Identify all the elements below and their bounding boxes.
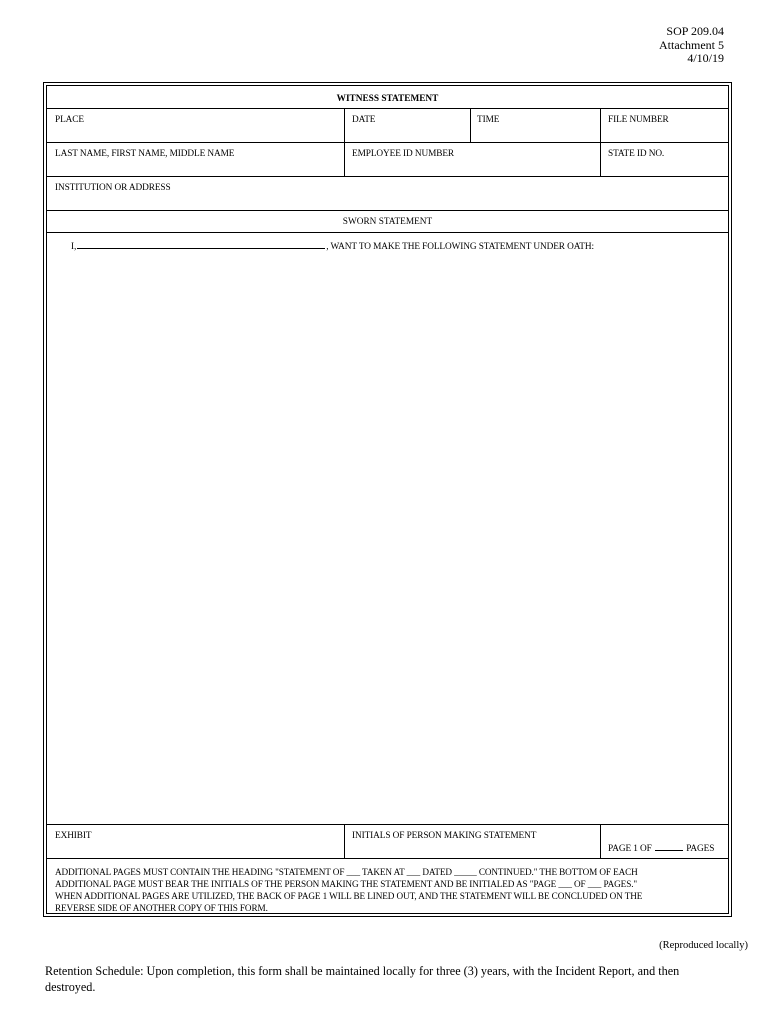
revision-date: 4/10/19 bbox=[687, 51, 724, 65]
divider bbox=[344, 824, 345, 858]
place-field[interactable]: PLACE bbox=[55, 115, 84, 125]
institution-field[interactable]: INSTITUTION OR ADDRESS bbox=[55, 183, 171, 193]
employee-id-field[interactable]: EMPLOYEE ID NUMBER bbox=[352, 149, 455, 159]
instruction-line: WHEN ADDITIONAL PAGES ARE UTILIZED, THE BACK OF PAGE 1 WILL BE LINED OUT, AND THE STATEMENT WILL BE CONCLUDED ON THE bbox=[55, 891, 643, 901]
oath-line bbox=[71, 239, 594, 253]
divider bbox=[47, 142, 728, 143]
reproduced-note: (Reproduced locally) bbox=[659, 940, 748, 951]
file-number-field[interactable]: FILE NUMBER bbox=[608, 115, 669, 125]
divider bbox=[47, 210, 728, 211]
total-pages-blank[interactable] bbox=[655, 842, 683, 851]
divider bbox=[470, 108, 471, 142]
form-title: WITNESS STATEMENT bbox=[336, 94, 439, 104]
instruction-line: ADDITIONAL PAGE MUST BEAR THE INITIALS OF THE PERSON MAKING THE STATEMENT AND BE INITIALED AS "PAGE ___ OF ___ PAGES." bbox=[55, 879, 638, 889]
statement-body-area[interactable] bbox=[47, 252, 728, 824]
document-header bbox=[659, 25, 724, 66]
divider bbox=[344, 108, 345, 142]
page-count-suffix: PAGES bbox=[686, 844, 715, 854]
oath-prefix: I, bbox=[71, 242, 77, 252]
initials-field[interactable]: INITIALS OF PERSON MAKING STATEMENT bbox=[352, 831, 537, 841]
instruction-line: ADDITIONAL PAGES MUST CONTAIN THE HEADING "STATEMENT OF ___ TAKEN AT ___ DATED _____ CONTINUED." THE BOTTOM OF EACH bbox=[55, 867, 638, 877]
date-field[interactable]: DATE bbox=[352, 115, 376, 125]
exhibit-field[interactable]: EXHIBIT bbox=[55, 831, 92, 841]
divider bbox=[47, 232, 728, 233]
page-count bbox=[608, 842, 714, 855]
retention-schedule: Retention Schedule: Upon completion, this form shall be maintained locally for three (3) years, with the Incident Report, and then destroyed. bbox=[45, 964, 680, 994]
witness-name-blank[interactable] bbox=[77, 239, 325, 249]
sop-number: SOP 209.04 bbox=[666, 24, 724, 38]
instructions-block bbox=[47, 858, 728, 913]
divider bbox=[47, 108, 728, 109]
divider bbox=[600, 824, 601, 858]
time-field[interactable]: TIME bbox=[477, 115, 500, 125]
witness-statement-form bbox=[43, 82, 732, 917]
sworn-statement-title: SWORN STATEMENT bbox=[342, 217, 433, 227]
form-inner-border bbox=[46, 85, 729, 914]
divider bbox=[344, 142, 345, 176]
divider bbox=[47, 176, 728, 177]
divider bbox=[47, 824, 728, 825]
oath-suffix: , WANT TO MAKE THE FOLLOWING STATEMENT UNDER OATH: bbox=[326, 242, 594, 252]
state-id-field[interactable]: STATE ID NO. bbox=[608, 149, 665, 159]
attachment-number: Attachment 5 bbox=[659, 37, 724, 52]
instruction-line: REVERSE SIDE OF ANOTHER COPY OF THIS FORM. bbox=[55, 903, 268, 913]
page-count-prefix: PAGE 1 OF bbox=[608, 844, 652, 854]
name-field[interactable]: LAST NAME, FIRST NAME, MIDDLE NAME bbox=[55, 149, 235, 159]
